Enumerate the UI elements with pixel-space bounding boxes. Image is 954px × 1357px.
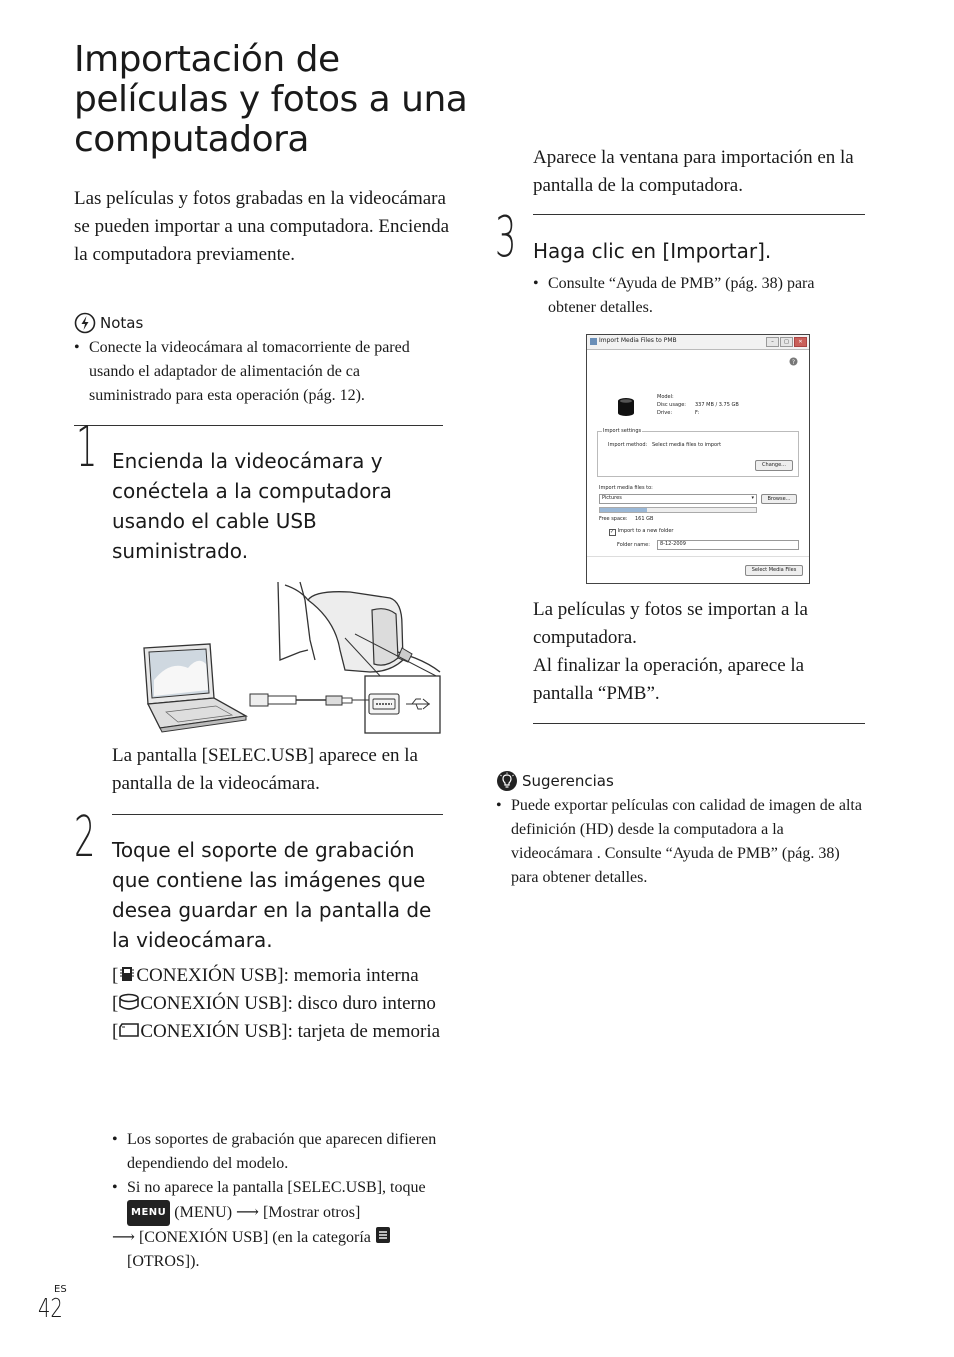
- new-folder-checkbox[interactable]: ✓ Import to a new folder: [610, 528, 674, 535]
- free-space-bar: [599, 507, 757, 513]
- language-code: ES: [54, 1284, 67, 1295]
- lightbulb-icon: [496, 770, 518, 792]
- intro-paragraph: Las películas y fotos grabadas en la videocámara se pueden importar a una computadora. Encienda la computadora previamente.: [74, 188, 450, 265]
- list-item: • Puede exportar películas con calidad de imagen de alta definición (HD) desde la computadora a la videocámara . Consulte “Ayuda de PMB” (pág. 38) para obtener detalles.: [496, 794, 866, 890]
- import-to-label: Import media files to:: [599, 485, 653, 491]
- step-2-title: Toque el soporte de grabación que contiene las imágenes que desea guardar en la pantalla de la videocámara.: [112, 838, 432, 952]
- step-2-notes: [112, 1128, 442, 1274]
- device-disk-icon: [617, 397, 635, 417]
- list-item: • Si no aparece la pantalla [SELEC.USB], toque MENU (MENU) ⟶ [Mostrar otros] ⟶ [CONEXIÓN USB] (en la categoría [OTROS]).: [112, 1176, 442, 1274]
- memory-card-icon: [118, 1021, 140, 1039]
- list-item: • Conecte la videocámara al tomacorriente de pared usando el adaptador de alimentación de ca suministrado para esta operación (pág. 12).: [74, 336, 444, 408]
- tips-section: [496, 770, 866, 890]
- window-titlebar: [587, 335, 809, 350]
- step-1-number: 1: [76, 415, 98, 480]
- browse-button[interactable]: Browse...: [761, 494, 797, 504]
- divider: [533, 723, 865, 724]
- step-3-title: Haga clic en [Importar].: [533, 239, 772, 263]
- step-3-number: 3: [495, 205, 517, 270]
- list-item: • Los soportes de grabación que aparecen difieren dependiendo del modelo.: [112, 1128, 442, 1176]
- arrow-right-icon: ⟶: [236, 1204, 259, 1221]
- step-3-result-2: Al finalizar la operación, aparece la pantalla “PMB”.: [533, 655, 805, 704]
- option-memory-card: [ CONEXIÓN USB]: tarjeta de memoria: [112, 1021, 441, 1042]
- window-appears-text: Aparece la ventana para importación en la pantalla de la computadora.: [533, 147, 854, 196]
- step-3-result-1: La películas y fotos se importan a la computadora.: [533, 599, 808, 648]
- others-category-icon: [375, 1226, 391, 1244]
- dropdown-arrow-icon: ▾: [751, 495, 754, 501]
- close-button[interactable]: ✕: [794, 337, 807, 347]
- divider: [74, 425, 443, 426]
- divider: [533, 214, 865, 215]
- divider: [112, 814, 443, 815]
- step-1-title: Encienda la videocámara y conéctela a la computadora usando el cable USB suministrado.: [112, 449, 392, 563]
- device-info: Model: Disc usage: 337 MB / 3.75 GB Drive: F:: [657, 394, 739, 416]
- svg-text:?: ?: [791, 359, 796, 366]
- page-title: Importación de películas y fotos a una computadora: [74, 39, 468, 160]
- notes-heading: [74, 312, 444, 334]
- notes-heading-text: Notas: [100, 314, 144, 332]
- hard-disk-icon: [118, 993, 140, 1011]
- page-number: 42: [38, 1294, 63, 1324]
- menu-button-icon: MENU: [127, 1200, 170, 1226]
- app-icon: [590, 338, 597, 345]
- maximize-button[interactable]: □: [780, 337, 793, 347]
- arrow-right-icon: ⟶: [112, 1229, 135, 1246]
- step-3-notes: [533, 272, 863, 320]
- usb-connection-illustration: [140, 580, 445, 735]
- select-media-files-button[interactable]: Select Media Files: [745, 565, 803, 576]
- caution-icon: [74, 312, 96, 334]
- list-item: • Consulte “Ayuda de PMB” (pág. 38) para obtener detalles.: [533, 272, 863, 320]
- option-internal-memory: [ CONEXIÓN USB]: memoria interna: [112, 965, 419, 986]
- folder-name-input[interactable]: 8-12-2009: [657, 540, 799, 550]
- step-1-result: La pantalla [SELEC.USB] aparece en la pantalla de la videocámara.: [112, 745, 418, 794]
- import-destination-select[interactable]: Pictures ▾: [599, 494, 757, 504]
- tips-heading-text: Sugerencias: [522, 772, 614, 790]
- import-settings-group: Import settings Import method: Select media files to import: [597, 431, 799, 477]
- import-window-screenshot: Import Media Files to PMB – □ ✕ ? Model: Disc usage: 337 MB / 3.75 GB Drive: F: Import settings Import method: Select media files to import Change... Import media files to: Pictures ▾ Browse... Free space: 161 GB ✓ Import to a new folder Folder name: 8-12-2009 Select Media Files: [586, 334, 810, 584]
- notes-list: [74, 336, 444, 408]
- notes-section: [74, 312, 444, 408]
- tips-heading: [496, 770, 866, 792]
- window-title: Import Media Files to PMB: [599, 337, 677, 344]
- help-icon[interactable]: [789, 357, 798, 366]
- tips-list: [496, 794, 866, 890]
- internal-memory-icon: [118, 965, 136, 983]
- step-2-options: [112, 962, 442, 1046]
- step-2-number: 2: [74, 805, 96, 870]
- option-hard-disk: [ CONEXIÓN USB]: disco duro interno: [112, 993, 436, 1014]
- change-button[interactable]: Change...: [755, 460, 793, 471]
- minimize-button[interactable]: –: [766, 337, 779, 347]
